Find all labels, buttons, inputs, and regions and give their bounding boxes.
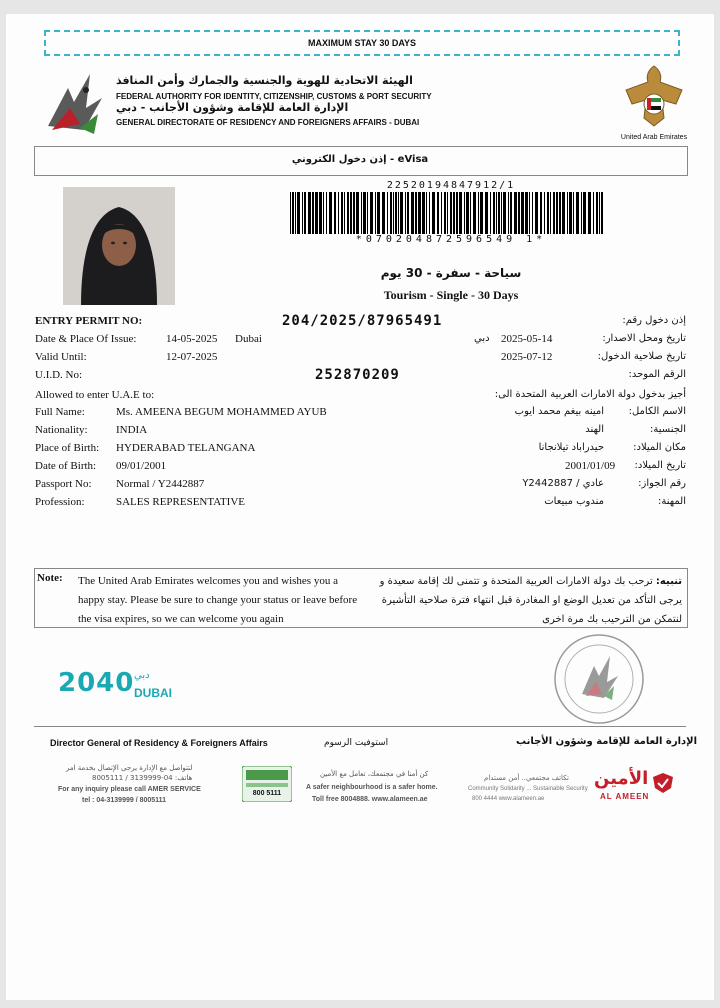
barcode-bar (450, 192, 452, 234)
birth-place-label-en: Place of Birth: (35, 442, 100, 454)
holder-photo (63, 187, 175, 305)
valid-label-ar: تاريخ صلاحية الدخول: (597, 351, 686, 362)
visa-type-en: Tourism - Single - 30 Days (383, 288, 519, 302)
barcode-bar (521, 192, 524, 234)
barcode-bar (490, 192, 491, 234)
barcode-bar (540, 192, 542, 234)
authority-logo-icon (40, 68, 110, 140)
solidarity-text-ar: تكاتف مجتمعي.. أمن مستدام (484, 774, 569, 782)
barcode-bar (415, 192, 417, 234)
visa-document (6, 14, 714, 1000)
birth-place-value-en: HYDERABAD TELANGANA (116, 442, 256, 454)
barcode-bar (466, 192, 469, 234)
barcode-bar (382, 192, 385, 234)
barcode-bar (292, 192, 294, 234)
country-caption: United Arab Emirates (620, 134, 688, 141)
person-photo-icon (63, 187, 175, 305)
barcode-bar (390, 192, 392, 234)
passport-label-ar: رقم الجواز: (638, 478, 686, 489)
barcode-bar (473, 192, 476, 234)
entry-permit-number: 204/2025/87965491 (282, 313, 443, 329)
evisa-title: إذن دخول الكتروني - eVisa (291, 154, 429, 165)
barcode-bar (418, 192, 421, 234)
authority-name-en: FEDERAL AUTHORITY FOR IDENTITY, CITIZENSHIP, CUSTOMS & PORT SECURITY (116, 92, 432, 101)
barcode-bar (347, 192, 349, 234)
uae-eagle-emblem-icon (618, 60, 690, 132)
note-label-en: Note: (37, 572, 63, 584)
barcode-bar (315, 192, 318, 234)
official-stamp-icon (552, 632, 646, 726)
visa-type-ar: سياحة - سفرة - 30 يوم (380, 266, 522, 280)
barcode-bar (312, 192, 314, 234)
barcode-bar (377, 192, 380, 234)
barcode-bar (304, 192, 306, 234)
barcode-bar (485, 192, 488, 234)
barcode-bar (459, 192, 462, 234)
barcode-bar (353, 192, 355, 234)
director-title-ar: الإدارة العامة للإقامة وشؤون الأجانب (516, 736, 698, 747)
barcode-bar (453, 192, 455, 234)
barcode-bar (308, 192, 311, 234)
issue-place-en: Dubai (235, 333, 262, 345)
amer-phone-ar: هاتف: 04-3139999 / 8005111 (92, 774, 193, 782)
barcode-bar (367, 192, 368, 234)
dubai-logo-ar: دبي (134, 670, 150, 681)
valid-label-en: Valid Until: (35, 351, 87, 363)
nationality-value-ar: الهند (585, 424, 604, 435)
barcode-bar (498, 192, 500, 234)
barcode-bar (356, 192, 359, 234)
barcode-bar (544, 192, 545, 234)
barcode-bar (478, 192, 479, 234)
barcode-bar (601, 192, 603, 234)
barcode-bar (567, 192, 568, 234)
profession-value-en: SALES REPRESENTATIVE (116, 496, 245, 508)
barcode-bar (441, 192, 442, 234)
barcode-bar (550, 192, 551, 234)
barcode-bar (556, 192, 558, 234)
barcode-bar (395, 192, 397, 234)
barcode-bar (493, 192, 495, 234)
note-text-ar (366, 572, 682, 629)
passport-value-ar: عادي / Y2442887 (522, 478, 604, 489)
allowed-label-ar: أجيز بدخول دولة الامارات العربية المتحدة الى: (494, 389, 686, 400)
barcode-bar (398, 192, 399, 234)
note-body-ar: ترحب بك دولة الامارات العربية المتحدة و تتمنى لك إقامة سعيدة و يرجى التأكد من تعديل الوضع او المغادرة قبل انتهاء فترة صلاحية التأشيرة لنتمكن من الترحيب بك مرة اخرى (379, 576, 682, 625)
issue-label-ar: تاريخ ومحل الاصدار: (602, 333, 686, 344)
alameen-shield-icon (652, 772, 674, 794)
dob-value-en: 09/01/2001 (116, 460, 167, 472)
barcode-bar (518, 192, 520, 234)
uid-label-en: U.I.D. No: (35, 369, 83, 381)
nationality-label-ar: الجنسية: (650, 424, 686, 435)
barcode-bar (559, 192, 561, 234)
barcode-bar (562, 192, 565, 234)
barcode-bar (319, 192, 322, 234)
barcode-bar (297, 192, 300, 234)
barcode-bottom-number: *070204872596549 1* (355, 234, 547, 245)
barcode-bar (407, 192, 409, 234)
barcode-bar (529, 192, 530, 234)
solidarity-text-en: Community Solidarity ... Sustainable Security (468, 786, 588, 792)
barcode-bar (350, 192, 352, 234)
barcode-bar (456, 192, 458, 234)
alameen-logo-ar: الأمين (594, 768, 649, 789)
director-title-en: Director General of Residency & Foreigners Affairs (50, 738, 268, 748)
barcode-bar (508, 192, 509, 234)
directorate-name-ar: الإدارة العامة للإقامة وشؤون الأجانب - دبي (116, 101, 349, 114)
barcode-bar (341, 192, 343, 234)
amer-text-ar: لتتواصل مع الإدارة يرجى الإتصال بخدمة امر (66, 764, 193, 772)
barcode-bar (400, 192, 403, 234)
barcode-bar (593, 192, 594, 234)
barcode-bar (583, 192, 586, 234)
profession-value-ar: مندوب مبيعات (544, 496, 604, 507)
entry-permit-label-en: ENTRY PERMIT NO: (35, 315, 143, 327)
passport-label-en: Passport No: (35, 478, 92, 490)
alameen-logo-en: AL AMEEN (600, 792, 650, 801)
directorate-name-en: GENERAL DIRECTORATE OF RESIDENCY AND FOREIGNERS AFFAIRS - DUBAI (116, 118, 420, 127)
issue-place-ar: دبي (474, 333, 490, 344)
dubai-logo-en: DUBAI (134, 686, 172, 700)
allowed-label-en: Allowed to enter U.A.E to: (35, 389, 155, 401)
entry-permit-label-ar: إذن دخول رقم: (622, 315, 686, 326)
fees-paid-ar: استوفيت الرسوم (324, 738, 389, 748)
valid-date-en: 12-07-2025 (166, 351, 218, 363)
barcode-bar (535, 192, 538, 234)
barcode-bar (480, 192, 483, 234)
dob-label-en: Date of Birth: (35, 460, 97, 472)
barcode-bar (432, 192, 435, 234)
amer-badge-number: 800 5111 (252, 790, 282, 797)
barcode-bar (573, 192, 574, 234)
barcode-bar (393, 192, 394, 234)
barcode-top-number: 22520194847912/1 (386, 180, 516, 191)
barcode-bar (569, 192, 572, 234)
barcode-bar (361, 192, 362, 234)
profession-label-ar: المهنة: (658, 496, 686, 507)
barcode-bar (444, 192, 446, 234)
barcode-bar (437, 192, 439, 234)
authority-name-ar: الهيئة الاتحادية للهوية والجنسية والجمارك وأمن المنافذ (116, 74, 413, 87)
barcode-bar (323, 192, 324, 234)
full-name-label-ar: الاسم الكامل: (628, 406, 686, 417)
valid-date-ar: 2025-07-12 (501, 351, 553, 363)
issue-label-en: Date & Place Of Issue: (35, 333, 137, 345)
issue-date-en: 14-05-2025 (166, 333, 218, 345)
barcode-bar (387, 192, 388, 234)
amer-text-en: For any inquiry please call AMER SERVICE (58, 786, 201, 793)
barcode-bar (510, 192, 512, 234)
birth-place-value-ar: حيدراباد تيلانجانا (538, 442, 604, 453)
full-name-label-en: Full Name: (35, 406, 85, 418)
barcode-bar (547, 192, 549, 234)
barcode-bar (588, 192, 591, 234)
profession-label-en: Profession: (35, 496, 85, 508)
alameen-contact: 800 4444 www.alameen.ae (472, 796, 545, 802)
nationality-value-en: INDIA (116, 424, 148, 436)
barcode-bar (503, 192, 506, 234)
barcode-bar (596, 192, 598, 234)
barcode-bar (344, 192, 345, 234)
barcode-bar (295, 192, 296, 234)
barcode-bar (329, 192, 332, 234)
barcode-bar (501, 192, 502, 234)
barcode-bar (363, 192, 366, 234)
barcode-bar (334, 192, 336, 234)
barcode-bar (581, 192, 582, 234)
barcode-bar (429, 192, 430, 234)
birth-place-label-ar: مكان الميلاد: (633, 442, 686, 453)
uid-number: 252870209 (315, 367, 400, 383)
barcode-bar (553, 192, 555, 234)
barcode-bar (470, 192, 471, 234)
barcode-bar (464, 192, 465, 234)
alameen-text-en: A safer neighbourhood is a safer home. (306, 784, 438, 791)
barcode-bar (302, 192, 303, 234)
passport-value-en: Normal / Y2442887 (116, 478, 205, 490)
barcode-bar (411, 192, 414, 234)
barcode-icon (290, 192, 606, 234)
barcode-bar (576, 192, 579, 234)
barcode-bar (599, 192, 600, 234)
max-stay-banner: MAXIMUM STAY 30 DAYS (44, 30, 680, 56)
nationality-label-en: Nationality: (35, 424, 88, 436)
note-label-ar: تنبيه: (655, 576, 682, 587)
barcode-bar (422, 192, 425, 234)
barcode-bar (426, 192, 427, 234)
dob-label-ar: تاريخ الميلاد: (634, 460, 686, 471)
barcode-bar (514, 192, 517, 234)
note-text-en: The United Arab Emirates welcomes you and wishes you a happy stay. Please be sure to change your status or leave before the visa expires, so we can welcome you again (78, 575, 358, 625)
barcode-bar (338, 192, 339, 234)
uid-label-ar: الرقم الموحد: (628, 369, 686, 380)
signature-separator (34, 726, 686, 727)
barcode-bar (447, 192, 448, 234)
alameen-toll-free: Toll free 8004888. www.alameen.ae (312, 796, 428, 803)
dubai-2040-logo: 2040 (58, 668, 135, 698)
barcode-bar (532, 192, 533, 234)
barcode-bar (326, 192, 327, 234)
barcode-bar (525, 192, 528, 234)
alameen-text-ar: كن أمنا في مجتمعك، تعامل مع الأمين (320, 770, 429, 778)
issue-date-ar: 2025-05-14 (501, 333, 553, 345)
amer-phone-en: tel : 04-3139999 / 8005111 (82, 797, 167, 804)
barcode-bar (290, 192, 291, 234)
full-name-value-ar: امينه بيغم محمد ايوب (514, 406, 604, 417)
full-name-value-en: Ms. AMEENA BEGUM MOHAMMED AYUB (116, 406, 327, 418)
barcode-bar (496, 192, 497, 234)
barcode-bar (370, 192, 373, 234)
dob-value-ar: 2001/01/09 (565, 460, 616, 472)
barcode-bar (375, 192, 376, 234)
barcode-bar (405, 192, 406, 234)
